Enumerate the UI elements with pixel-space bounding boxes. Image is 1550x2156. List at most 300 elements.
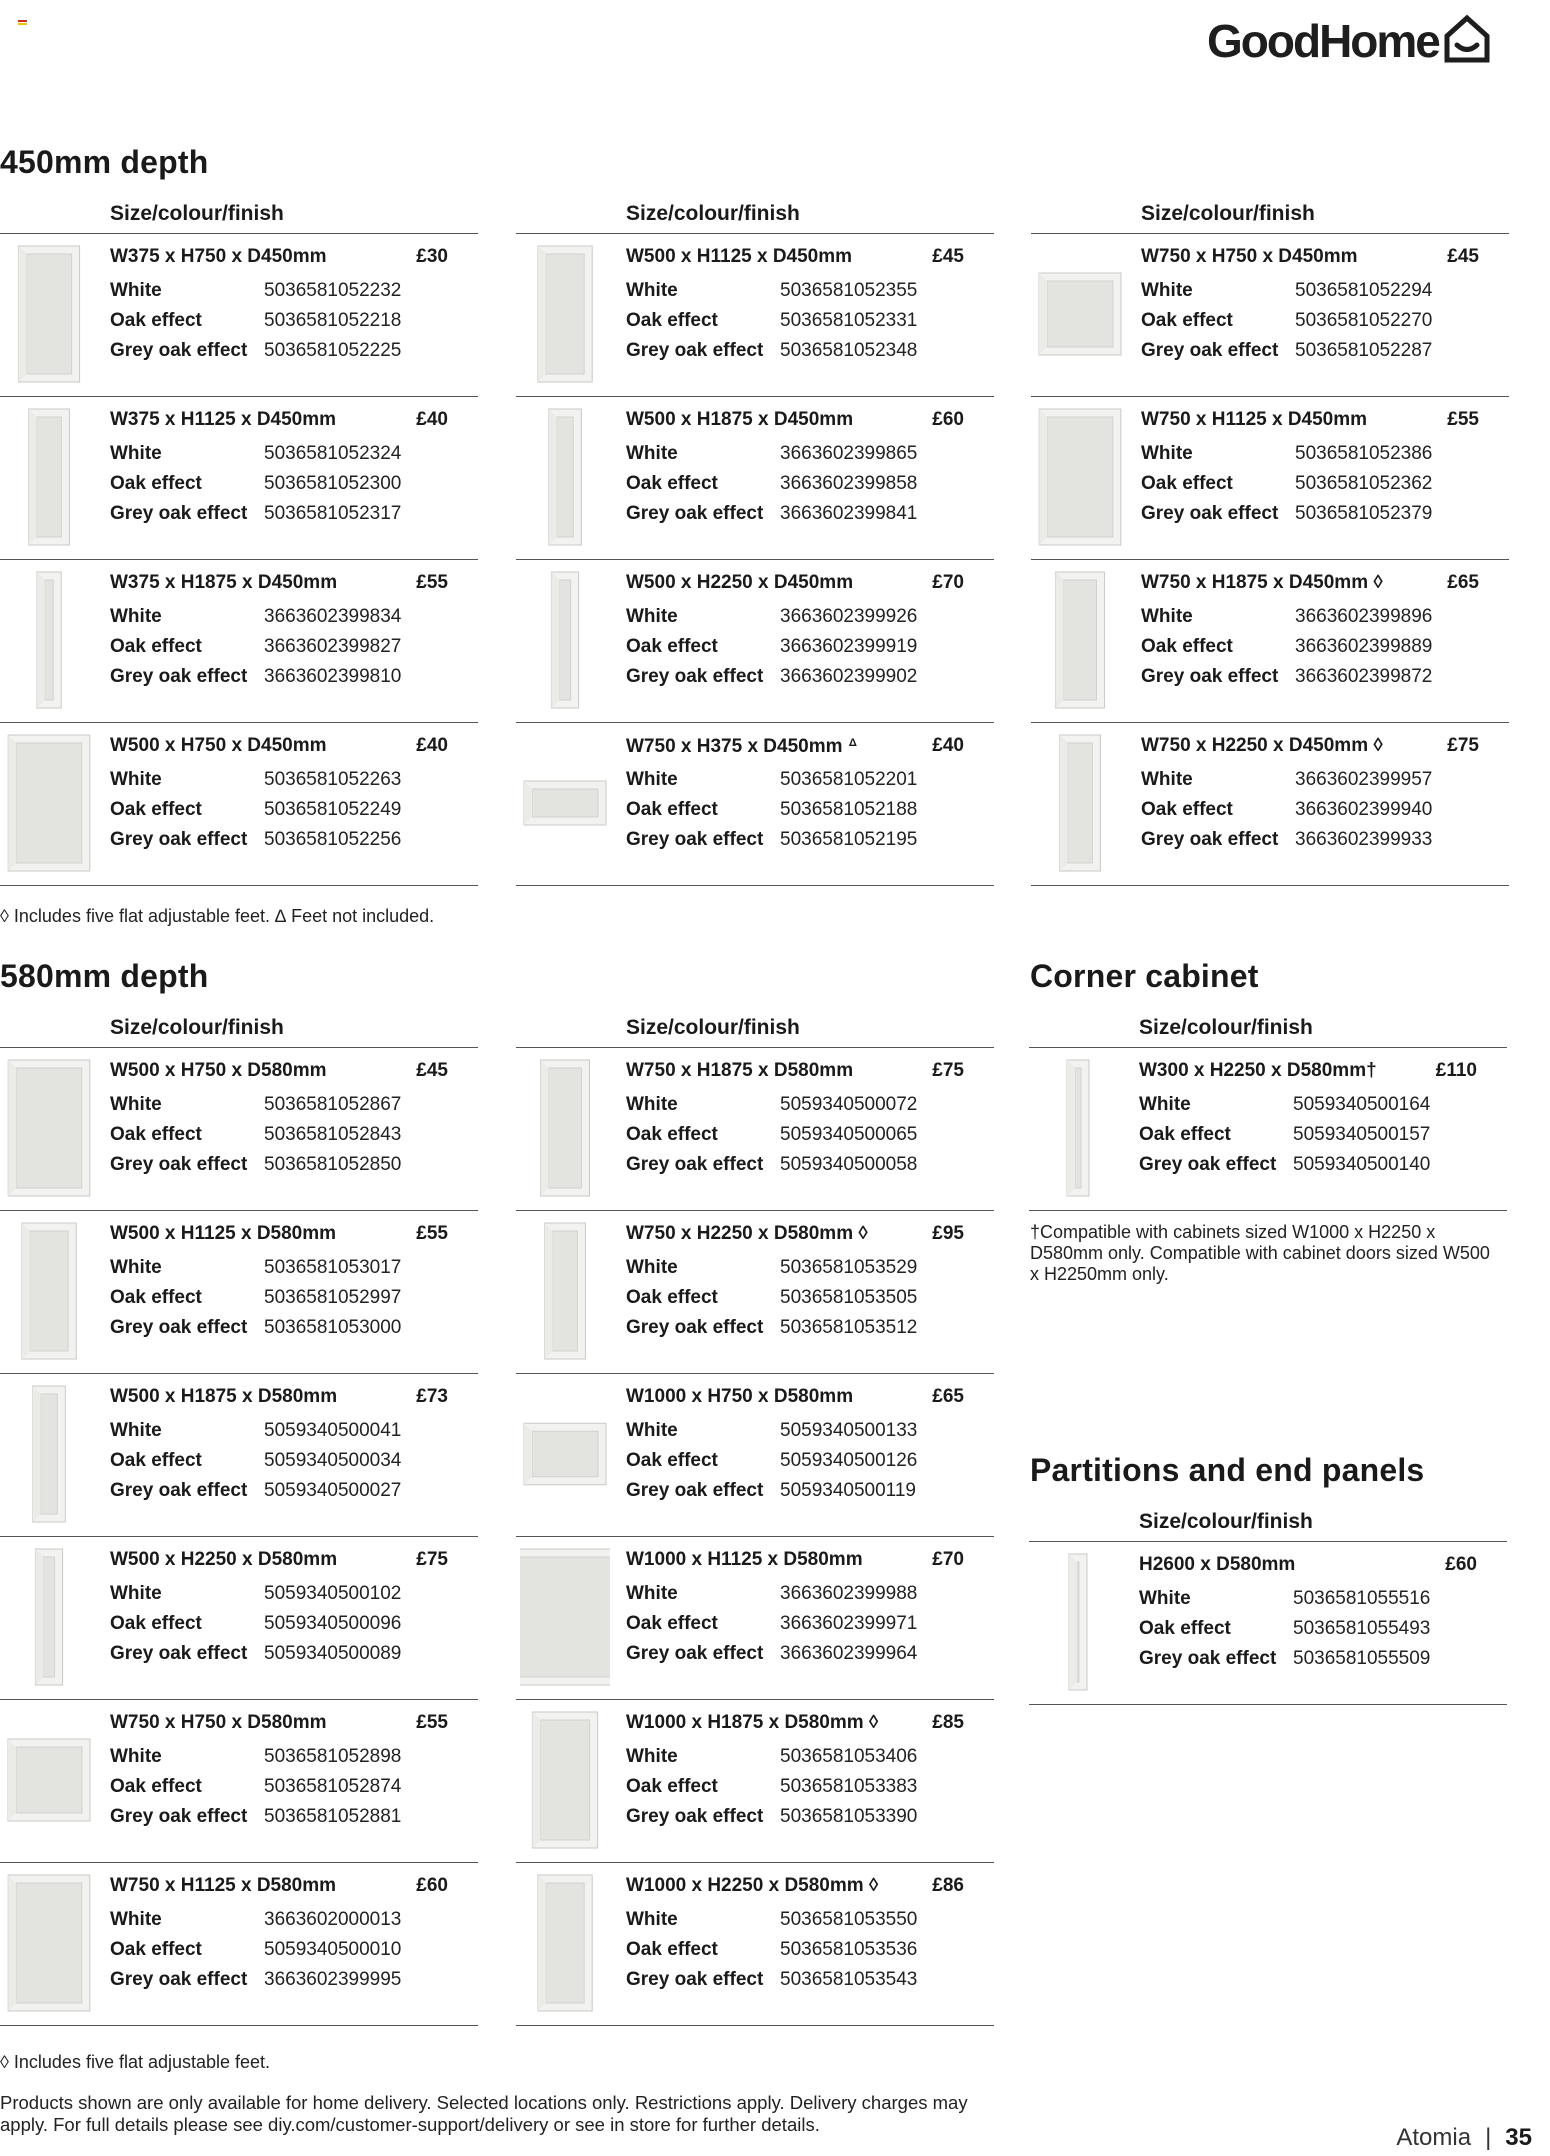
- finish-name: Grey oak effect: [110, 666, 248, 687]
- finish-name: Grey oak effect: [626, 503, 764, 524]
- product-card: [0, 1537, 478, 1700]
- spec-header: [110, 1549, 470, 1579]
- product-size: W750 x H750 x D580mm: [110, 1712, 327, 1733]
- product-card: [1031, 723, 1509, 886]
- product-code: 5036581053529: [780, 1257, 918, 1278]
- finish-name: Grey oak effect: [626, 1317, 764, 1338]
- product-spec: [626, 246, 986, 366]
- product-code: 5036581052300: [264, 473, 402, 494]
- finish-name: White: [626, 1746, 678, 1767]
- cabinet-image: [1035, 570, 1125, 710]
- product-code: 5059340500102: [264, 1583, 402, 1604]
- spec-header: [110, 409, 470, 439]
- finish-name: White: [110, 1420, 162, 1441]
- product-price: £73: [416, 1386, 448, 1407]
- section-title-450: 450mm depth: [0, 144, 209, 180]
- finish-row: [626, 1965, 986, 1995]
- finish-row: [626, 1802, 986, 1832]
- product-card: [0, 1863, 478, 2026]
- product-code: 3663602399933: [1295, 829, 1433, 850]
- column-header-label: Size/colour/finish: [1141, 202, 1315, 225]
- finish-row: [626, 276, 986, 306]
- column-header: [516, 198, 994, 234]
- finish-name: Oak effect: [626, 1613, 718, 1634]
- finish-name: White: [626, 1094, 678, 1115]
- product-code: 5036581053383: [780, 1776, 918, 1797]
- product-price: £86: [932, 1875, 964, 1896]
- product-spec: [1139, 1060, 1499, 1180]
- finish-row: [1139, 1584, 1499, 1614]
- range-name: Atomia: [1396, 2124, 1472, 2151]
- finish-name: Grey oak effect: [110, 1317, 248, 1338]
- finish-name: Oak effect: [1141, 799, 1233, 820]
- product-code: 5036581052348: [780, 340, 918, 361]
- product-code: 5036581053536: [780, 1939, 918, 1960]
- spec-header: [626, 246, 986, 276]
- product-size: W1000 x H750 x D580mm: [626, 1386, 854, 1407]
- finish-name: Grey oak effect: [626, 1969, 764, 1990]
- finish-row: [1141, 469, 1501, 499]
- finish-row: [626, 1150, 986, 1180]
- product-code: 5036581053543: [780, 1969, 918, 1990]
- product-code: 5059340500119: [780, 1480, 916, 1501]
- finish-row: [1141, 439, 1501, 469]
- product-code: 3663602399865: [780, 443, 918, 464]
- finish-name: Grey oak effect: [110, 1969, 248, 1990]
- product-code: 5059340500133: [780, 1420, 918, 1441]
- product-price: £45: [416, 1060, 448, 1081]
- cabinet-image: [1033, 1552, 1123, 1692]
- spec-header: [626, 1549, 986, 1579]
- cabinet-image: [520, 733, 610, 873]
- spec-header: [626, 1386, 986, 1416]
- product-code: 5036581053000: [264, 1317, 402, 1338]
- finish-name: Grey oak effect: [626, 1154, 764, 1175]
- product-price: £75: [932, 1060, 964, 1081]
- finish-name: Grey oak effect: [1141, 666, 1279, 687]
- product-size: W1000 x H1875 x D580mm ◊: [626, 1712, 879, 1733]
- spec-header: [626, 572, 986, 602]
- product-price: £55: [416, 1712, 448, 1733]
- flag-icon: [18, 20, 27, 27]
- spec-header: [1139, 1060, 1499, 1090]
- product-price: £60: [932, 409, 964, 430]
- product-code: 3663602399995: [264, 1969, 402, 1990]
- product-card: [1031, 397, 1509, 560]
- product-code: 5059340500065: [780, 1124, 918, 1145]
- product-size: H2600 x D580mm: [1139, 1554, 1296, 1575]
- product-spec: [110, 1060, 470, 1180]
- finish-name: Grey oak effect: [1139, 1154, 1277, 1175]
- spec-header: [1141, 572, 1501, 602]
- finish-name: White: [1141, 606, 1193, 627]
- finish-name: Grey oak effect: [110, 829, 248, 850]
- finish-row: [1139, 1614, 1499, 1644]
- finish-row: [1141, 336, 1501, 366]
- product-code: 5059340500096: [264, 1613, 402, 1634]
- finish-name: White: [626, 1909, 678, 1930]
- product-spec: [626, 1712, 986, 1832]
- finish-row: [626, 439, 986, 469]
- finish-row: [626, 1905, 986, 1935]
- cabinet-image: [1035, 244, 1125, 384]
- finish-row: [110, 795, 470, 825]
- finish-name: Grey oak effect: [110, 1643, 248, 1664]
- spec-header: [626, 735, 986, 765]
- product-spec: [626, 1223, 986, 1343]
- product-code: 3663602399964: [780, 1643, 918, 1664]
- finish-row: [110, 1905, 470, 1935]
- product-spec: [626, 572, 986, 692]
- finish-row: [110, 439, 470, 469]
- finish-row: [1141, 306, 1501, 336]
- product-code: 5059340500027: [264, 1480, 402, 1501]
- product-spec: [110, 1223, 470, 1343]
- product-card: [0, 1048, 478, 1211]
- product-spec: [1141, 735, 1501, 855]
- finish-row: [1141, 662, 1501, 692]
- finish-name: White: [626, 1583, 678, 1604]
- product-price: £40: [932, 735, 964, 756]
- cabinet-image: [520, 1547, 610, 1687]
- product-code: 5036581052355: [780, 280, 918, 301]
- product-spec: [626, 1060, 986, 1180]
- product-code: 3663602399940: [1295, 799, 1433, 820]
- col-580-1: [0, 1012, 478, 2026]
- product-spec: [626, 735, 986, 855]
- product-card: [0, 397, 478, 560]
- finish-row: [626, 1609, 986, 1639]
- product-code: 3663602399896: [1295, 606, 1433, 627]
- finish-name: Grey oak effect: [110, 340, 248, 361]
- finish-name: White: [110, 1909, 162, 1930]
- product-code: 5036581052218: [264, 310, 402, 331]
- product-spec: [1141, 246, 1501, 366]
- spec-header: [1141, 246, 1501, 276]
- product-code: 3663602399919: [780, 636, 918, 657]
- section-title-corner: Corner cabinet: [1030, 958, 1259, 994]
- finish-name: White: [110, 443, 162, 464]
- product-size: W750 x H1875 x D450mm ◊: [1141, 572, 1383, 593]
- product-card: [516, 234, 994, 397]
- product-code: 5036581055516: [1293, 1588, 1431, 1609]
- column-header-label: Size/colour/finish: [1139, 1016, 1313, 1039]
- finish-name: White: [110, 1746, 162, 1767]
- product-card: [516, 1700, 994, 1863]
- finish-row: [626, 1416, 986, 1446]
- finish-name: White: [626, 769, 678, 790]
- house-icon: [1441, 12, 1493, 64]
- product-code: 5059340500072: [780, 1094, 918, 1115]
- product-price: £65: [932, 1386, 964, 1407]
- spec-header: [110, 1712, 470, 1742]
- cabinet-image: [520, 1873, 610, 2013]
- finish-name: White: [110, 1257, 162, 1278]
- finish-name: White: [626, 606, 678, 627]
- product-code: 5036581052867: [264, 1094, 402, 1115]
- footnote-450: ◊ Includes five flat adjustable feet. ∆ Feet not included.: [0, 906, 435, 926]
- product-price: £110: [1435, 1060, 1477, 1081]
- finish-name: White: [1139, 1094, 1191, 1115]
- product-code: 5036581052294: [1295, 280, 1433, 301]
- footnote-corner: †Compatible with cabinets sized W1000 x H2250 x D580mm only. Compatible with cabinet doors sized W500 x H2250mm only.: [1030, 1222, 1490, 1284]
- product-code: 5036581052331: [780, 310, 918, 331]
- finish-row: [1139, 1090, 1499, 1120]
- finish-name: White: [110, 769, 162, 790]
- finish-name: Grey oak effect: [110, 1154, 248, 1175]
- spec-header: [626, 1712, 986, 1742]
- product-code: 3663602399971: [780, 1613, 918, 1634]
- finish-row: [110, 469, 470, 499]
- spec-header: [1141, 409, 1501, 439]
- finish-name: Oak effect: [110, 799, 202, 820]
- product-spec: [1141, 572, 1501, 692]
- finish-name: Oak effect: [110, 1287, 202, 1308]
- product-price: £85: [932, 1712, 964, 1733]
- product-code: 5036581053406: [780, 1746, 918, 1767]
- finish-row: [110, 602, 470, 632]
- finish-row: [110, 1253, 470, 1283]
- finish-row: [1141, 765, 1501, 795]
- logo-text: GoodHome: [1207, 15, 1439, 67]
- finish-row: [626, 469, 986, 499]
- product-size: W500 x H2250 x D580mm: [110, 1549, 338, 1570]
- cabinet-image: [520, 244, 610, 384]
- finish-row: [626, 1313, 986, 1343]
- product-spec: [626, 1549, 986, 1669]
- product-card: [1029, 1542, 1507, 1705]
- product-code: 3663602399889: [1295, 636, 1433, 657]
- col-corner: [1029, 1012, 1507, 1211]
- finish-name: White: [110, 280, 162, 301]
- spec-header: [110, 1875, 470, 1905]
- product-spec: [626, 409, 986, 529]
- product-price: £60: [1445, 1554, 1477, 1575]
- footnote-580: ◊ Includes five flat adjustable feet.: [0, 2052, 271, 2072]
- product-code: 5036581055509: [1293, 1648, 1431, 1669]
- product-code: 5036581052263: [264, 769, 402, 790]
- finish-row: [110, 1935, 470, 1965]
- finish-name: Grey oak effect: [626, 666, 764, 687]
- finish-row: [1141, 602, 1501, 632]
- product-spec: [110, 572, 470, 692]
- product-spec: [110, 409, 470, 529]
- product-spec: [110, 246, 470, 366]
- finish-name: White: [1141, 443, 1193, 464]
- spec-header: [626, 1875, 986, 1905]
- finish-row: [1141, 499, 1501, 529]
- finish-row: [110, 1609, 470, 1639]
- finish-name: Oak effect: [1141, 473, 1233, 494]
- product-card: [516, 1211, 994, 1374]
- product-code: 5059340500010: [264, 1939, 402, 1960]
- product-size: W500 x H750 x D580mm: [110, 1060, 327, 1081]
- product-code: 3663602399858: [780, 473, 918, 494]
- product-code: 5036581052270: [1295, 310, 1433, 331]
- product-code: 5059340500034: [264, 1450, 402, 1471]
- spec-header: [110, 246, 470, 276]
- product-code: 5036581052843: [264, 1124, 402, 1145]
- finish-name: White: [626, 1420, 678, 1441]
- spec-header: [626, 1223, 986, 1253]
- product-code: 3663602399988: [780, 1583, 918, 1604]
- finish-name: Grey oak effect: [110, 1480, 248, 1501]
- col-450-2: [516, 198, 994, 886]
- finish-name: Oak effect: [110, 1450, 202, 1471]
- product-code: 5059340500164: [1293, 1094, 1431, 1115]
- product-card: [516, 1048, 994, 1211]
- product-code: 5036581052225: [264, 340, 402, 361]
- cabinet-image: [4, 733, 94, 873]
- product-code: 3663602000013: [264, 1909, 402, 1930]
- product-spec: [626, 1386, 986, 1506]
- product-card: [516, 1374, 994, 1537]
- spec-header: [626, 409, 986, 439]
- product-card: [516, 723, 994, 886]
- product-price: £45: [932, 246, 964, 267]
- finish-row: [110, 336, 470, 366]
- finish-name: Oak effect: [626, 1124, 718, 1145]
- finish-name: Grey oak effect: [110, 1806, 248, 1827]
- product-code: 5036581052249: [264, 799, 402, 820]
- cabinet-image: [4, 1384, 94, 1524]
- spec-header: [1139, 1554, 1499, 1584]
- finish-row: [110, 1476, 470, 1506]
- product-size: W500 x H1875 x D580mm: [110, 1386, 338, 1407]
- finish-name: Grey oak effect: [626, 1480, 764, 1501]
- finish-name: Oak effect: [626, 799, 718, 820]
- finish-name: Grey oak effect: [626, 340, 764, 361]
- col-450-3: [1031, 198, 1509, 886]
- product-price: £40: [416, 735, 448, 756]
- spec-header: [110, 735, 470, 765]
- product-card: [0, 1374, 478, 1537]
- product-code: 3663602399926: [780, 606, 918, 627]
- finish-name: Oak effect: [110, 473, 202, 494]
- product-code: 5036581052201: [780, 769, 918, 790]
- spec-header: [110, 572, 470, 602]
- finish-row: [626, 602, 986, 632]
- finish-row: [626, 1772, 986, 1802]
- finish-name: White: [1141, 280, 1193, 301]
- finish-name: Oak effect: [626, 636, 718, 657]
- product-code: 5059340500140: [1293, 1154, 1431, 1175]
- product-code: 5036581052379: [1295, 503, 1433, 524]
- column-header: [0, 198, 478, 234]
- product-code: 5036581053017: [264, 1257, 402, 1278]
- product-size: W375 x H1125 x D450mm: [110, 409, 337, 430]
- delivery-disclaimer: Products shown are only available for home delivery. Selected locations only. Restrictions apply. Delivery charges may apply. For full details please see diy.com/customer-support/delivery or see in store for further details.: [0, 2092, 968, 2135]
- section-title-partitions: Partitions and end panels: [1030, 1452, 1425, 1488]
- finish-row: [626, 825, 986, 855]
- cabinet-image: [4, 1221, 94, 1361]
- finish-name: Oak effect: [626, 310, 718, 331]
- finish-row: [626, 1253, 986, 1283]
- product-size: W750 x H1125 x D580mm: [110, 1875, 337, 1896]
- column-header: [1029, 1506, 1507, 1542]
- cabinet-image: [4, 1873, 94, 2013]
- footer-separator: |: [1485, 2124, 1492, 2151]
- finish-name: Grey oak effect: [1141, 340, 1279, 361]
- finish-name: Grey oak effect: [110, 503, 248, 524]
- finish-name: Oak effect: [110, 1939, 202, 1960]
- product-code: 5036581052195: [780, 829, 918, 850]
- finish-row: [626, 1283, 986, 1313]
- product-code: 5036581053505: [780, 1287, 918, 1308]
- finish-row: [110, 1283, 470, 1313]
- product-price: £70: [932, 572, 964, 593]
- product-size: W500 x H2250 x D450mm: [626, 572, 854, 593]
- spec-header: [110, 1060, 470, 1090]
- finish-row: [626, 765, 986, 795]
- product-price: £55: [1447, 409, 1479, 430]
- finish-name: Grey oak effect: [626, 1643, 764, 1664]
- finish-row: [626, 306, 986, 336]
- product-price: £95: [932, 1223, 964, 1244]
- finish-name: White: [626, 280, 678, 301]
- cabinet-image: [520, 1221, 610, 1361]
- product-code: 5036581053512: [780, 1317, 918, 1338]
- product-price: £30: [416, 246, 448, 267]
- goodhome-logo: [1207, 12, 1493, 67]
- product-size: W750 x H750 x D450mm: [1141, 246, 1358, 267]
- product-card: [0, 723, 478, 886]
- finish-name: White: [110, 1094, 162, 1115]
- finish-name: White: [1139, 1588, 1191, 1609]
- product-card: [516, 560, 994, 723]
- product-size: W300 x H2250 x D580mm†: [1139, 1060, 1377, 1081]
- finish-row: [110, 1446, 470, 1476]
- product-card: [0, 1211, 478, 1374]
- product-code: 5036581052362: [1295, 473, 1433, 494]
- finish-row: [110, 1742, 470, 1772]
- finish-name: White: [626, 1257, 678, 1278]
- finish-row: [1141, 632, 1501, 662]
- finish-row: [1139, 1150, 1499, 1180]
- product-size: W750 x H2250 x D580mm ◊: [626, 1223, 868, 1244]
- product-code: 5036581052386: [1295, 443, 1433, 464]
- cabinet-image: [520, 1710, 610, 1850]
- product-card: [1031, 560, 1509, 723]
- column-header-label: Size/colour/finish: [1139, 1510, 1313, 1533]
- page-number: 35: [1505, 2124, 1532, 2151]
- finish-row: [626, 1935, 986, 1965]
- product-spec: [110, 735, 470, 855]
- product-code: 3663602399810: [264, 666, 402, 687]
- product-size: W500 x H750 x D450mm: [110, 735, 327, 756]
- product-spec: [626, 1875, 986, 1995]
- finish-row: [1141, 276, 1501, 306]
- product-price: £70: [932, 1549, 964, 1570]
- cabinet-image: [4, 1547, 94, 1687]
- product-code: 5036581052287: [1295, 340, 1433, 361]
- col-partitions: [1029, 1506, 1507, 1705]
- finish-row: [1141, 795, 1501, 825]
- product-code: 5036581052232: [264, 280, 402, 301]
- product-card: [0, 560, 478, 723]
- product-size: W750 x H1125 x D450mm: [1141, 409, 1368, 430]
- finish-row: [110, 1313, 470, 1343]
- column-header-label: Size/colour/finish: [626, 202, 800, 225]
- product-price: £45: [1447, 246, 1479, 267]
- finish-row: [626, 662, 986, 692]
- product-code: 3663602399902: [780, 666, 918, 687]
- product-code: 5036581052188: [780, 799, 918, 820]
- finish-name: Oak effect: [626, 1450, 718, 1471]
- finish-name: Oak effect: [626, 1776, 718, 1797]
- product-spec: [110, 1875, 470, 1995]
- cabinet-image: [4, 570, 94, 710]
